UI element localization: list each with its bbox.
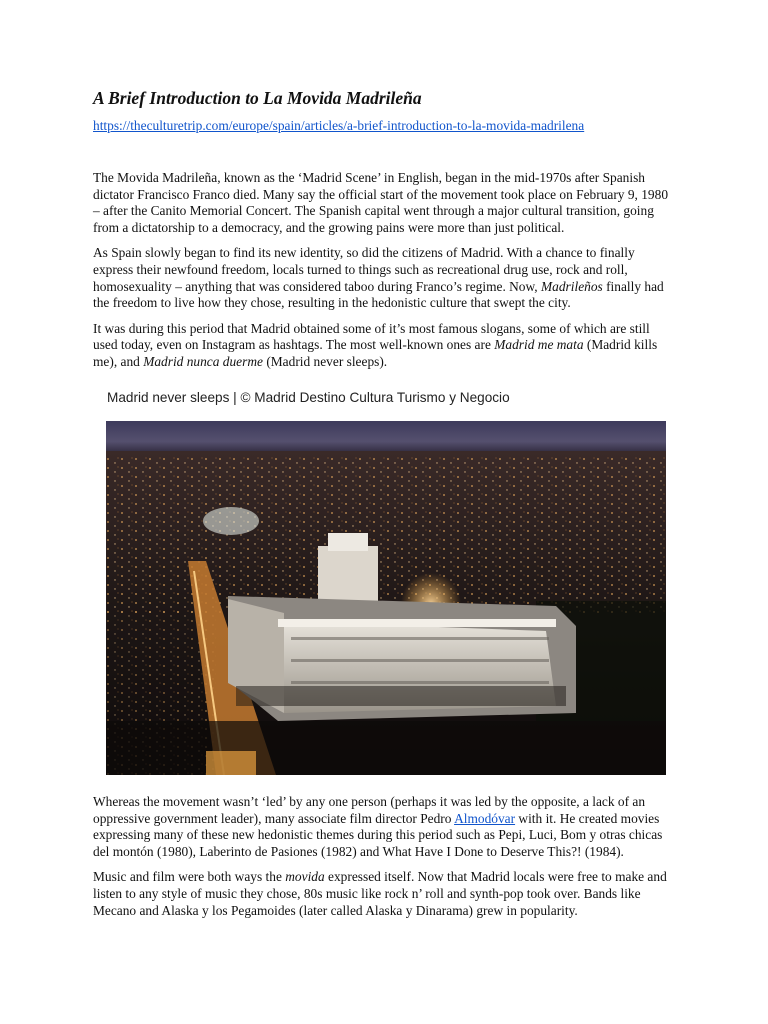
- emphasis-text: Madrid me mata: [494, 337, 584, 353]
- madrid-night-photo: [106, 421, 666, 775]
- paragraph-text: expressed itself. Now that Madrid locals were free to make and listen to any style of music they chose, 80s music like rock n’ roll and synth-pop took over. Bands like Mecano and Alaska y los Pegamoides (later called Alaska y Dinarama) grew in popularity.: [93, 869, 667, 918]
- paragraph-text: As Spain slowly began to find its new identity, so did the citizens of Madrid. With a chance to finally express their newfound freedom, locals turned to things such as recreational drug use, rock and roll, homosexuality – anything that was considered taboo during Franco’s regime. Now,: [93, 245, 635, 294]
- paragraph-text: Whereas the movement wasn’t ‘led’ by any one person (perhaps it was led by the opposite, a lack of an oppressive government leader), many associate film director Pedro: [93, 794, 646, 826]
- almodovar-link[interactable]: Almodóvar: [454, 810, 516, 826]
- paragraph-text: (Madrid never sleeps).: [262, 353, 388, 369]
- source-link[interactable]: https://theculturetrip.com/europe/spain/articles/a-brief-introduction-to-la-movida-madrilena: [93, 118, 585, 133]
- emphasis-text: movida: [285, 869, 325, 885]
- emphasis-text: Madrileños: [541, 278, 603, 294]
- paragraph-text: It was during this period that Madrid obtained some of it’s most famous slogans, some of which are still used today, even on Instagram as hashtags. The most well-known ones are: [93, 320, 650, 353]
- emphasis-text: Madrid nunca duerme: [143, 353, 263, 369]
- paragraph-almodovar: [93, 794, 676, 860]
- paragraph-intro: The Movida Madrileña, known as the ‘Madrid Scene’ in English, began in the mid-1970s after Spanish dictator Francisco Franco died. Many say the official start of the movement took place on February 9, 1980 – after the Canito Memorial Concert. The Spanish capital went through a major cultural transition, going from a dictatorship to a democracy, and the growing pains were more than just political.: [93, 170, 669, 235]
- paragraph-text: (Madrid kills me), and: [93, 337, 658, 369]
- article-title: A Brief Introduction to La Movida Madrileña: [93, 88, 422, 108]
- paragraph-text: Music and film were both ways the: [93, 869, 286, 885]
- paragraph-identity: [93, 245, 676, 311]
- paragraph-music: [93, 869, 676, 919]
- figure-caption: Madrid never sleeps | © Madrid Destino Cultura Turismo y Negocio: [107, 390, 510, 405]
- paragraph-text: with it. He created movies expressing many of these new hedonistic themes during this period such as Pepi, Luci, Bom y otras chicas del montón (1980), Laberinto de Pasiones (1982) and What Have I Done to Deserve This?! (1984).: [93, 810, 663, 859]
- paragraph-text: finally had the freedom to live how they chose, resulting in the hedonistic culture that swept the city.: [93, 278, 664, 311]
- document-page: [93, 86, 676, 371]
- document-page-lower: [93, 794, 676, 919]
- royal-palace-night-image: [106, 421, 666, 775]
- paragraph-slogans: [93, 321, 676, 371]
